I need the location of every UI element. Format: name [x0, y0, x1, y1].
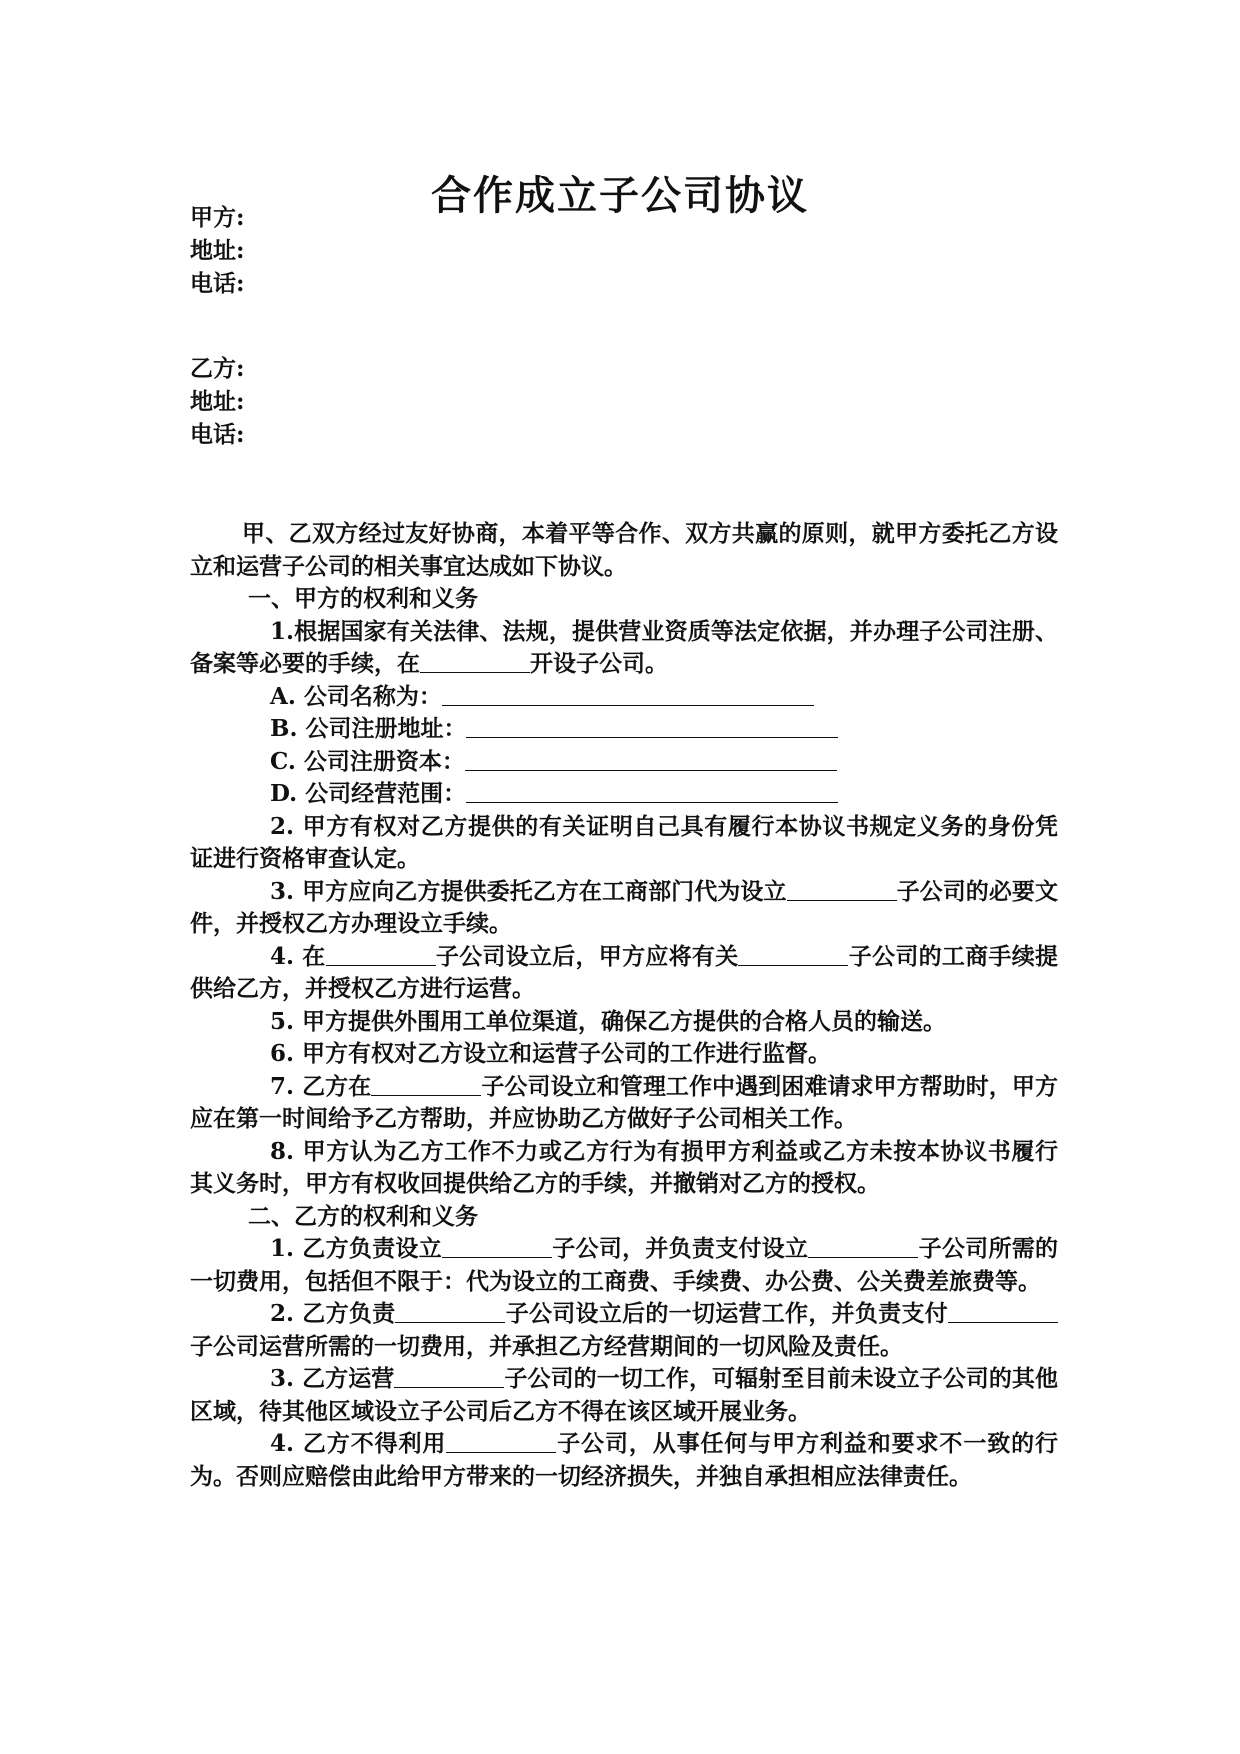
document-title: 合作成立子公司协议 — [431, 172, 809, 219]
s2-item-4: 4. 乙方不得利用 子公司，从事任何与甲方利益和要求不一致的行为。否则应赔偿由此给甲方带来的一切经济损失，并独自承担相应法律责任。 — [190, 1430, 1058, 1490]
blank-line — [420, 648, 530, 673]
s1-item-2: 2. 甲方有权对乙方提供的有关证明自己具有履行本协议书规定义务的身份凭证进行资格审查认定。 — [190, 812, 1058, 872]
s1-item-1: 1.根据国家有关法律、法规，提供营业资质等法定依据，并办理子公司注册、备案等必要的手续，在 开设子公司。 — [190, 617, 1058, 677]
party-a-name: 甲方: — [190, 204, 245, 231]
s1-item-3: 3. 甲方应向乙方提供委托乙方在工商部门代为设立 子公司的必要文件，并授权乙方办理设立手续。 — [190, 877, 1058, 937]
blank-line — [948, 1298, 1058, 1323]
blank-line — [465, 746, 837, 771]
intro-paragraph: 甲、乙双方经过友好协商，本着平等合作、双方共赢的原则，就甲方委托乙方设立和运营子公司的相关事宜达成如下协议。 — [190, 520, 1058, 580]
party-b-address: 地址: — [190, 388, 245, 415]
s1-option-d: D. 公司经营范围： — [190, 778, 1058, 811]
party-b-name: 乙方: — [190, 355, 245, 382]
blank-line — [442, 1233, 552, 1258]
s1-item-6: 6. 甲方有权对乙方设立和运营子公司的工作进行监督。 — [270, 1040, 832, 1067]
blank-line — [326, 941, 436, 966]
blank-line — [466, 778, 838, 803]
s1-option-c: C. 公司注册资本： — [190, 746, 1058, 779]
blank-line — [395, 1298, 505, 1323]
party-b-block — [190, 352, 1090, 451]
blank-line — [738, 941, 848, 966]
blank-line — [394, 1363, 504, 1388]
section-1-heading: 一、甲方的权利和义务 — [248, 585, 478, 612]
s1-option-a: A. 公司名称为： — [190, 681, 1058, 714]
s2-item-1: 1. 乙方负责设立 子公司，并负责支付设立 子公司所需的一切费用，包括但不限于：代为设立的工商费、手续费、办公费、公关费差旅费等。 — [190, 1235, 1059, 1295]
party-a-address: 地址: — [190, 237, 245, 264]
s2-item-3: 3. 乙方运营 子公司的一切工作，可辐射至目前未设立子公司的其他区域，待其他区域设立子公司后乙方不得在该区域开展业务。 — [190, 1365, 1058, 1425]
s2-item-2: 2. 乙方负责 子公司设立后的一切运营工作，并负责支付子公司运营所需的一切费用，并承担乙方经营期间的一切风险及责任。 — [190, 1298, 1058, 1363]
s1-option-b: B. 公司注册地址： — [190, 713, 1058, 746]
s1-item-7: 7. 乙方在 子公司设立和管理工作中遇到困难请求甲方帮助时，甲方应在第一时间给予乙方帮助，并应协助乙方做好子公司相关工作。 — [190, 1072, 1058, 1132]
party-a-phone: 电话: — [190, 270, 245, 297]
agreement-body — [190, 518, 1058, 1493]
blank-line — [446, 1428, 556, 1453]
party-b-phone: 电话: — [190, 421, 245, 448]
blank-line — [466, 713, 838, 738]
party-a-block — [190, 201, 1090, 300]
s1-item-5: 5. 甲方提供外围用工单位渠道，确保乙方提供的合格人员的输送。 — [270, 1007, 947, 1035]
blank-line — [808, 1233, 918, 1258]
blank-line — [371, 1071, 481, 1096]
s1-item-8: 8. 甲方认为乙方工作不力或乙方行为有损甲方利益或乙方未按本协议书履行其义务时，甲方有权收回提供给乙方的手续，并撤销对乙方的授权。 — [190, 1137, 1058, 1197]
blank-line — [787, 876, 897, 901]
section-2-heading: 二、乙方的权利和义务 — [248, 1202, 478, 1230]
s1-item-4: 4. 在 子公司设立后，甲方应将有关 子公司的工商手续提供给乙方，并授权乙方进行运营。 — [190, 942, 1058, 1002]
blank-line — [442, 681, 814, 706]
